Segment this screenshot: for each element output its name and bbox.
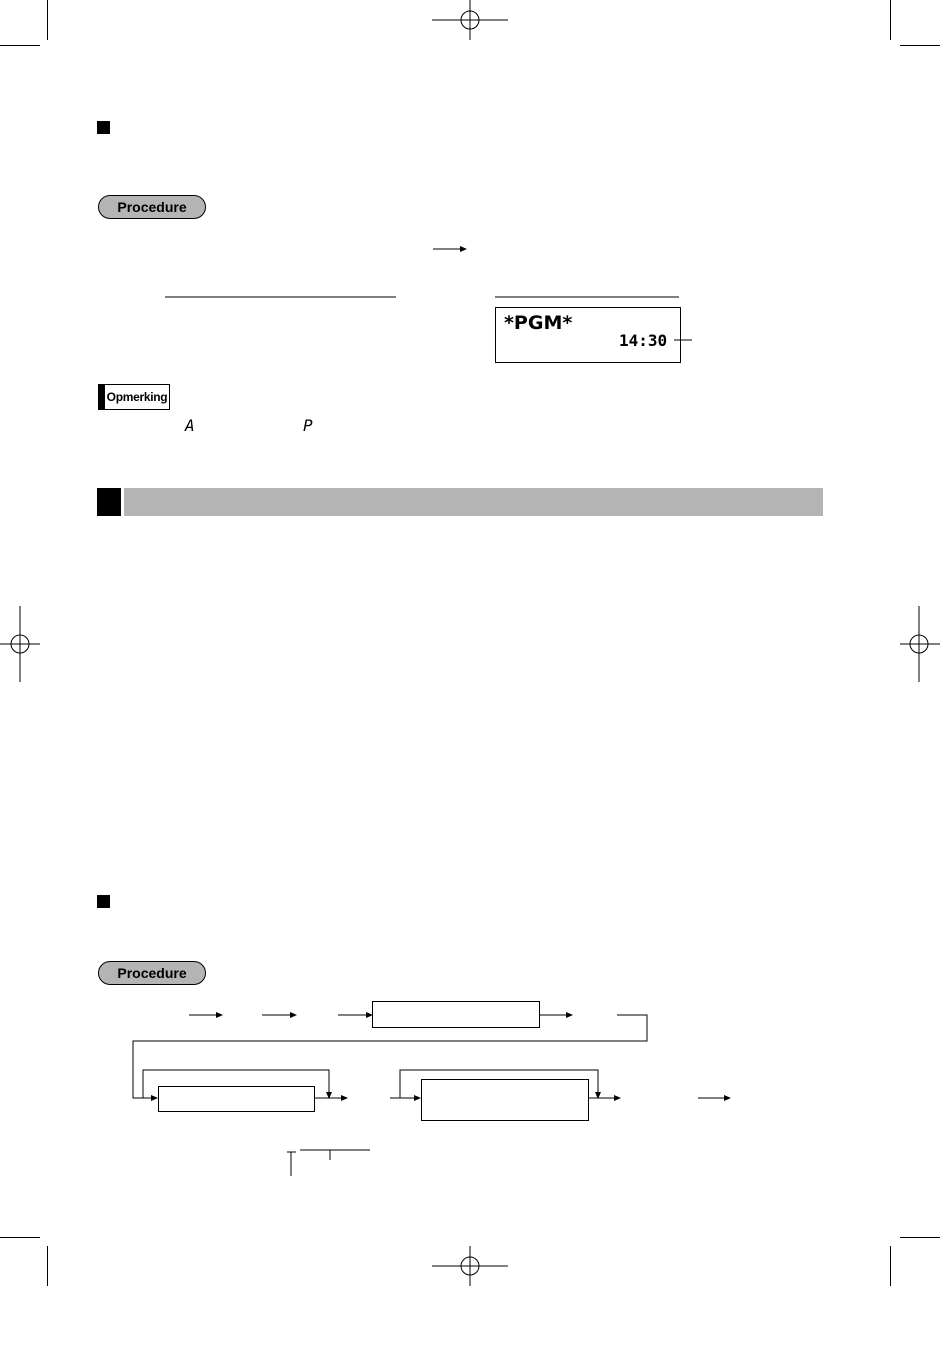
display-mode-text: *PGM* bbox=[504, 312, 573, 334]
procedure-badge: Procedure bbox=[98, 195, 206, 219]
flow-box bbox=[158, 1086, 315, 1112]
note-badge-label: Opmerking bbox=[106, 390, 168, 404]
display-time-text: 14:30 bbox=[619, 331, 668, 350]
crosshair-icon bbox=[432, 0, 508, 40]
procedure-badge: Procedure bbox=[98, 961, 206, 985]
section-header-bar bbox=[124, 488, 823, 516]
crosshair-icon bbox=[0, 606, 40, 682]
pm-symbol: P bbox=[303, 416, 313, 435]
flow-box bbox=[372, 1001, 540, 1028]
section-number-block bbox=[97, 488, 121, 516]
black-square-icon bbox=[97, 895, 110, 908]
crosshair-icon bbox=[900, 606, 940, 682]
black-square-icon bbox=[97, 121, 110, 134]
crosshair-icon bbox=[432, 1246, 508, 1286]
note-badge bbox=[98, 384, 170, 410]
display-panel bbox=[495, 307, 681, 363]
flow-box bbox=[421, 1079, 589, 1121]
am-symbol: A bbox=[185, 416, 195, 435]
right-arrow-icon bbox=[433, 246, 467, 252]
